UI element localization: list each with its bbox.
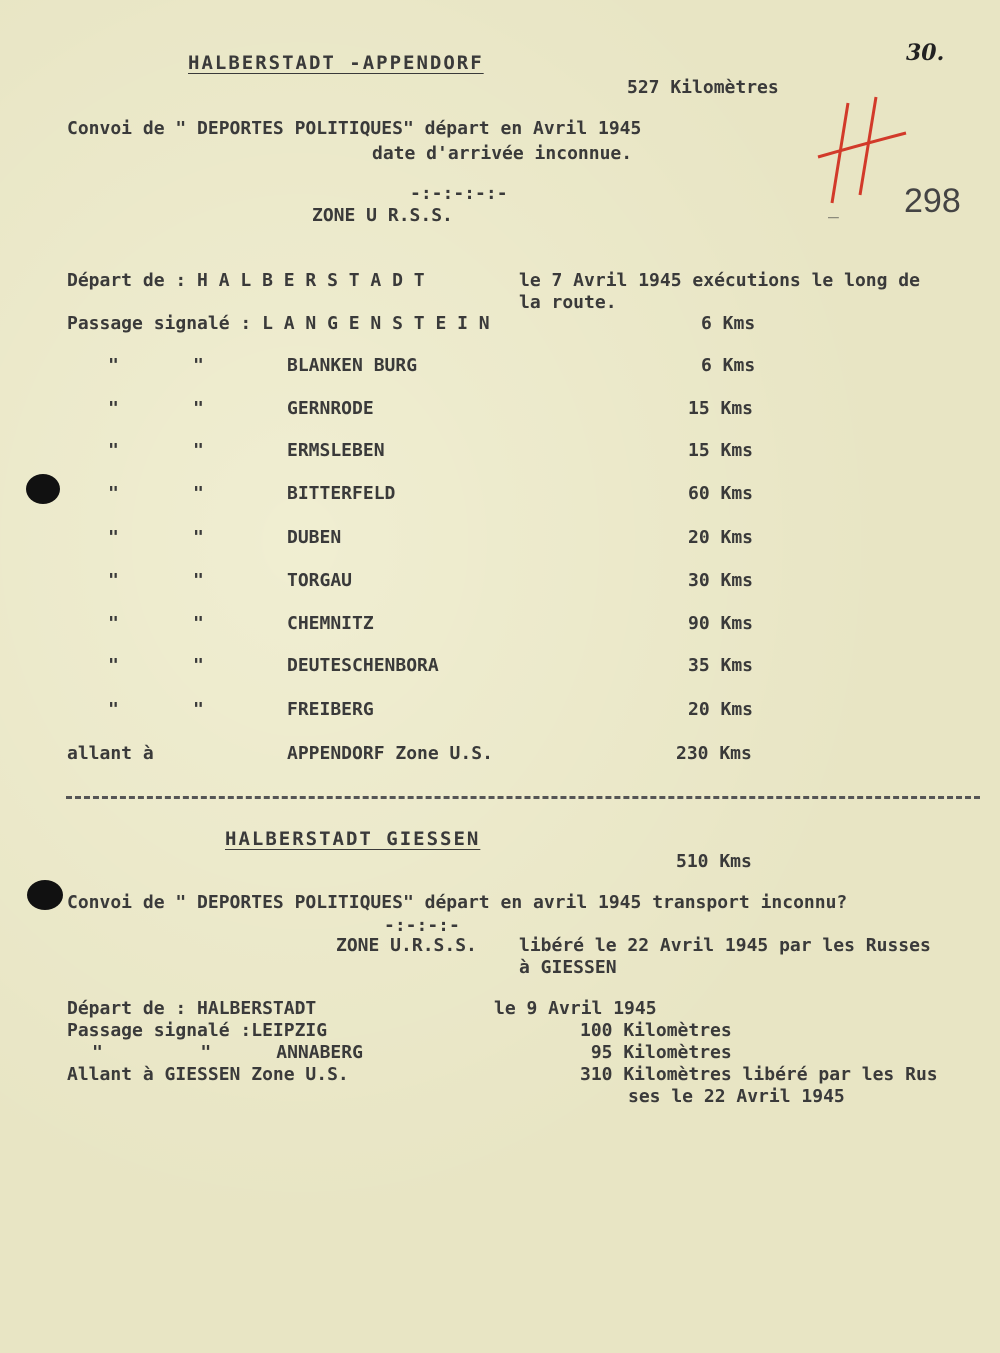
section2-title: HALBERSTADT GIESSEN [225,828,481,850]
section1-divider: -:-:-:-:- [410,183,508,204]
section1-passage-label: Passage signalé : L A N G E N S T E I N [67,313,490,334]
section1-title: HALBERSTADT -APPENDORF [188,52,484,74]
section1-final-place: APPENDORF Zone U.S. [287,743,493,764]
ditto-mark: " [108,440,119,461]
ditto-mark: " [193,355,204,376]
route-km: 20 Kms [688,527,754,548]
ditto-mark: " [193,613,204,634]
route-place: ERMSLEBEN [287,440,385,461]
section1-distance: 527 Kilomètres [627,77,779,98]
route-km: 6 Kms [701,355,756,376]
section2-last-continuation: ses le 22 Avril 1945 [628,1086,845,1107]
ditto-mark: " [193,398,204,419]
section2-line-right: 310 Kilomètres libéré par les Rus [580,1064,938,1085]
route-km: 90 Kms [688,613,754,634]
ditto-mark: " [108,527,119,548]
ditto-mark: " [108,613,119,634]
ditto-mark: " [108,655,119,676]
ditto-mark: " [193,655,204,676]
section2-liberation-1: libéré le 22 Avril 1945 par les Russes [519,935,931,956]
route-km: 15 Kms [688,440,754,461]
route-place: DEUTESCHENBORA [287,655,439,676]
section2-line-right: le 9 Avril 1945 [494,998,657,1019]
route-place: FREIBERG [287,699,374,720]
section2-distance: 510 Kms [676,851,752,872]
section2-line-left: Départ de : HALBERSTADT [67,998,317,1019]
route-km: 35 Kms [688,655,754,676]
route-km: 60 Kms [688,483,754,504]
ditto-mark: " [108,355,119,376]
section1-depart-note-1: le 7 Avril 1945 exécutions le long de [519,270,920,291]
section1-depart-note-2: la route. [519,292,617,313]
ditto-mark: " [108,398,119,419]
section-divider [66,796,980,799]
ditto-mark: " [193,527,204,548]
punch-hole [27,880,63,910]
ditto-mark: " [193,570,204,591]
ditto-mark: " [193,483,204,504]
route-place: BITTERFELD [287,483,396,504]
ditto-mark: " [108,483,119,504]
section2-divider: -:-:-:- [384,915,460,936]
section2-line-right: 100 Kilomètres [580,1020,732,1041]
section2-line-left: Passage signalé :LEIPZIG [67,1020,328,1041]
section1-depart: Départ de : H A L B E R S T A D T [67,270,425,291]
section1-final-label: allant à [67,743,154,764]
route-place: BLANKEN BURG [287,355,418,376]
ditto-mark: " [193,440,204,461]
section2-line-left: Allant à GIESSEN Zone U.S. [67,1064,349,1085]
section1-convoy-line1: Convoi de " DEPORTES POLITIQUES" départ en Avril 1945 [67,118,642,139]
route-km: 15 Kms [688,398,754,419]
stamp-dash: _ [828,198,839,219]
section1-convoy-line2: date d'arrivée inconnue. [372,143,633,164]
route-km: 30 Kms [688,570,754,591]
section1-zone: ZONE U R.S.S. [312,205,453,226]
section2-line-left: " " ANNABERG [92,1042,363,1063]
ditto-mark: " [193,699,204,720]
route-place: CHEMNITZ [287,613,374,634]
ditto-mark: " [108,570,119,591]
section2-convoy-line: Convoi de " DEPORTES POLITIQUES" départ en avril 1945 transport inconnu? [67,892,848,913]
page-number-mark: 30. [906,40,945,66]
route-place: GERNRODE [287,398,374,419]
section1-passage-km: 6 Kms [701,313,756,334]
route-km: 20 Kms [688,699,754,720]
stamp-number: 298 [904,182,961,220]
route-place: DUBEN [287,527,342,548]
section2-liberation-2: à GIESSEN [519,957,617,978]
section1-final-km: 230 Kms [676,743,752,764]
section2-zone: ZONE U.R.S.S. [336,935,477,956]
route-place: TORGAU [287,570,353,591]
red-h-mark [810,95,910,210]
punch-hole [26,474,60,504]
ditto-mark: " [108,699,119,720]
section2-line-right: 95 Kilomètres [580,1042,732,1063]
